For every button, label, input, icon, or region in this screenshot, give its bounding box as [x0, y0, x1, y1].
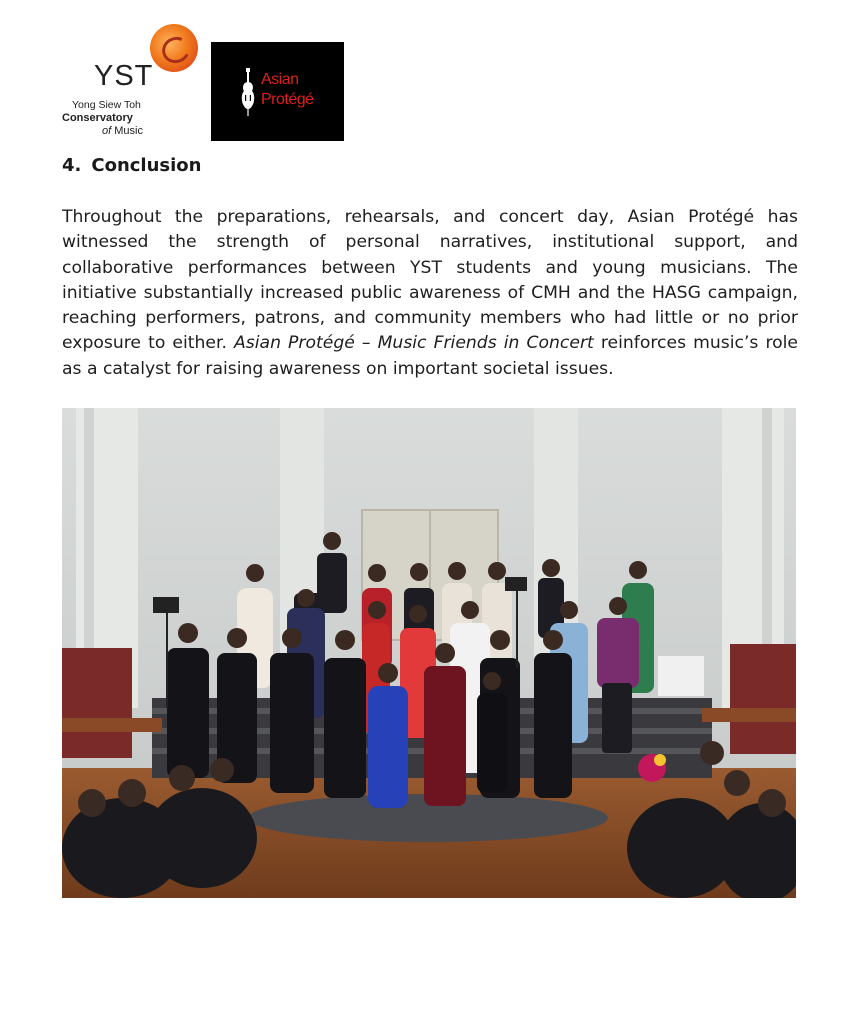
yst-name-line2: Conservatory	[62, 112, 133, 124]
asian-protege-logo	[211, 42, 344, 141]
yst-acronym: YST	[94, 60, 154, 92]
yst-name-line1: Yong Siew Toh	[72, 99, 141, 111]
concert-group-photo	[62, 408, 796, 898]
violin-icon	[241, 68, 255, 116]
page-header	[62, 22, 362, 144]
section-number: 4.	[62, 155, 82, 176]
asian-protege-line1: Asian	[261, 71, 299, 88]
paragraph-text-1: Throughout the preparations, rehearsals, and concert day, Asian Protégé has witnessed the strength of personal narratives, institutional support, and collaborative performances between YST students and young musicians. The initiative substantially increased public awareness of CMH and the HASG campaign, reaching performers, patrons, and community members who had little or no prior exposure to either.	[62, 207, 798, 354]
section-heading	[62, 155, 201, 176]
yst-logo	[62, 22, 202, 144]
yst-name-line3	[102, 125, 143, 137]
yst-of-text: of	[102, 125, 112, 137]
conclusion-paragraph	[62, 205, 798, 382]
yst-music-text: Music	[111, 125, 143, 137]
asian-protege-line2: Protégé	[261, 91, 314, 108]
concert-title-italic: Asian Protégé – Music Friends in Concert	[234, 333, 594, 354]
concert-photo-illustration	[62, 408, 796, 898]
yst-swirl-icon	[150, 24, 198, 72]
section-title: Conclusion	[91, 155, 202, 176]
paragraph-text-2: reinforces music’s role as a catalyst for raising awareness on important societal issues.	[62, 333, 799, 379]
